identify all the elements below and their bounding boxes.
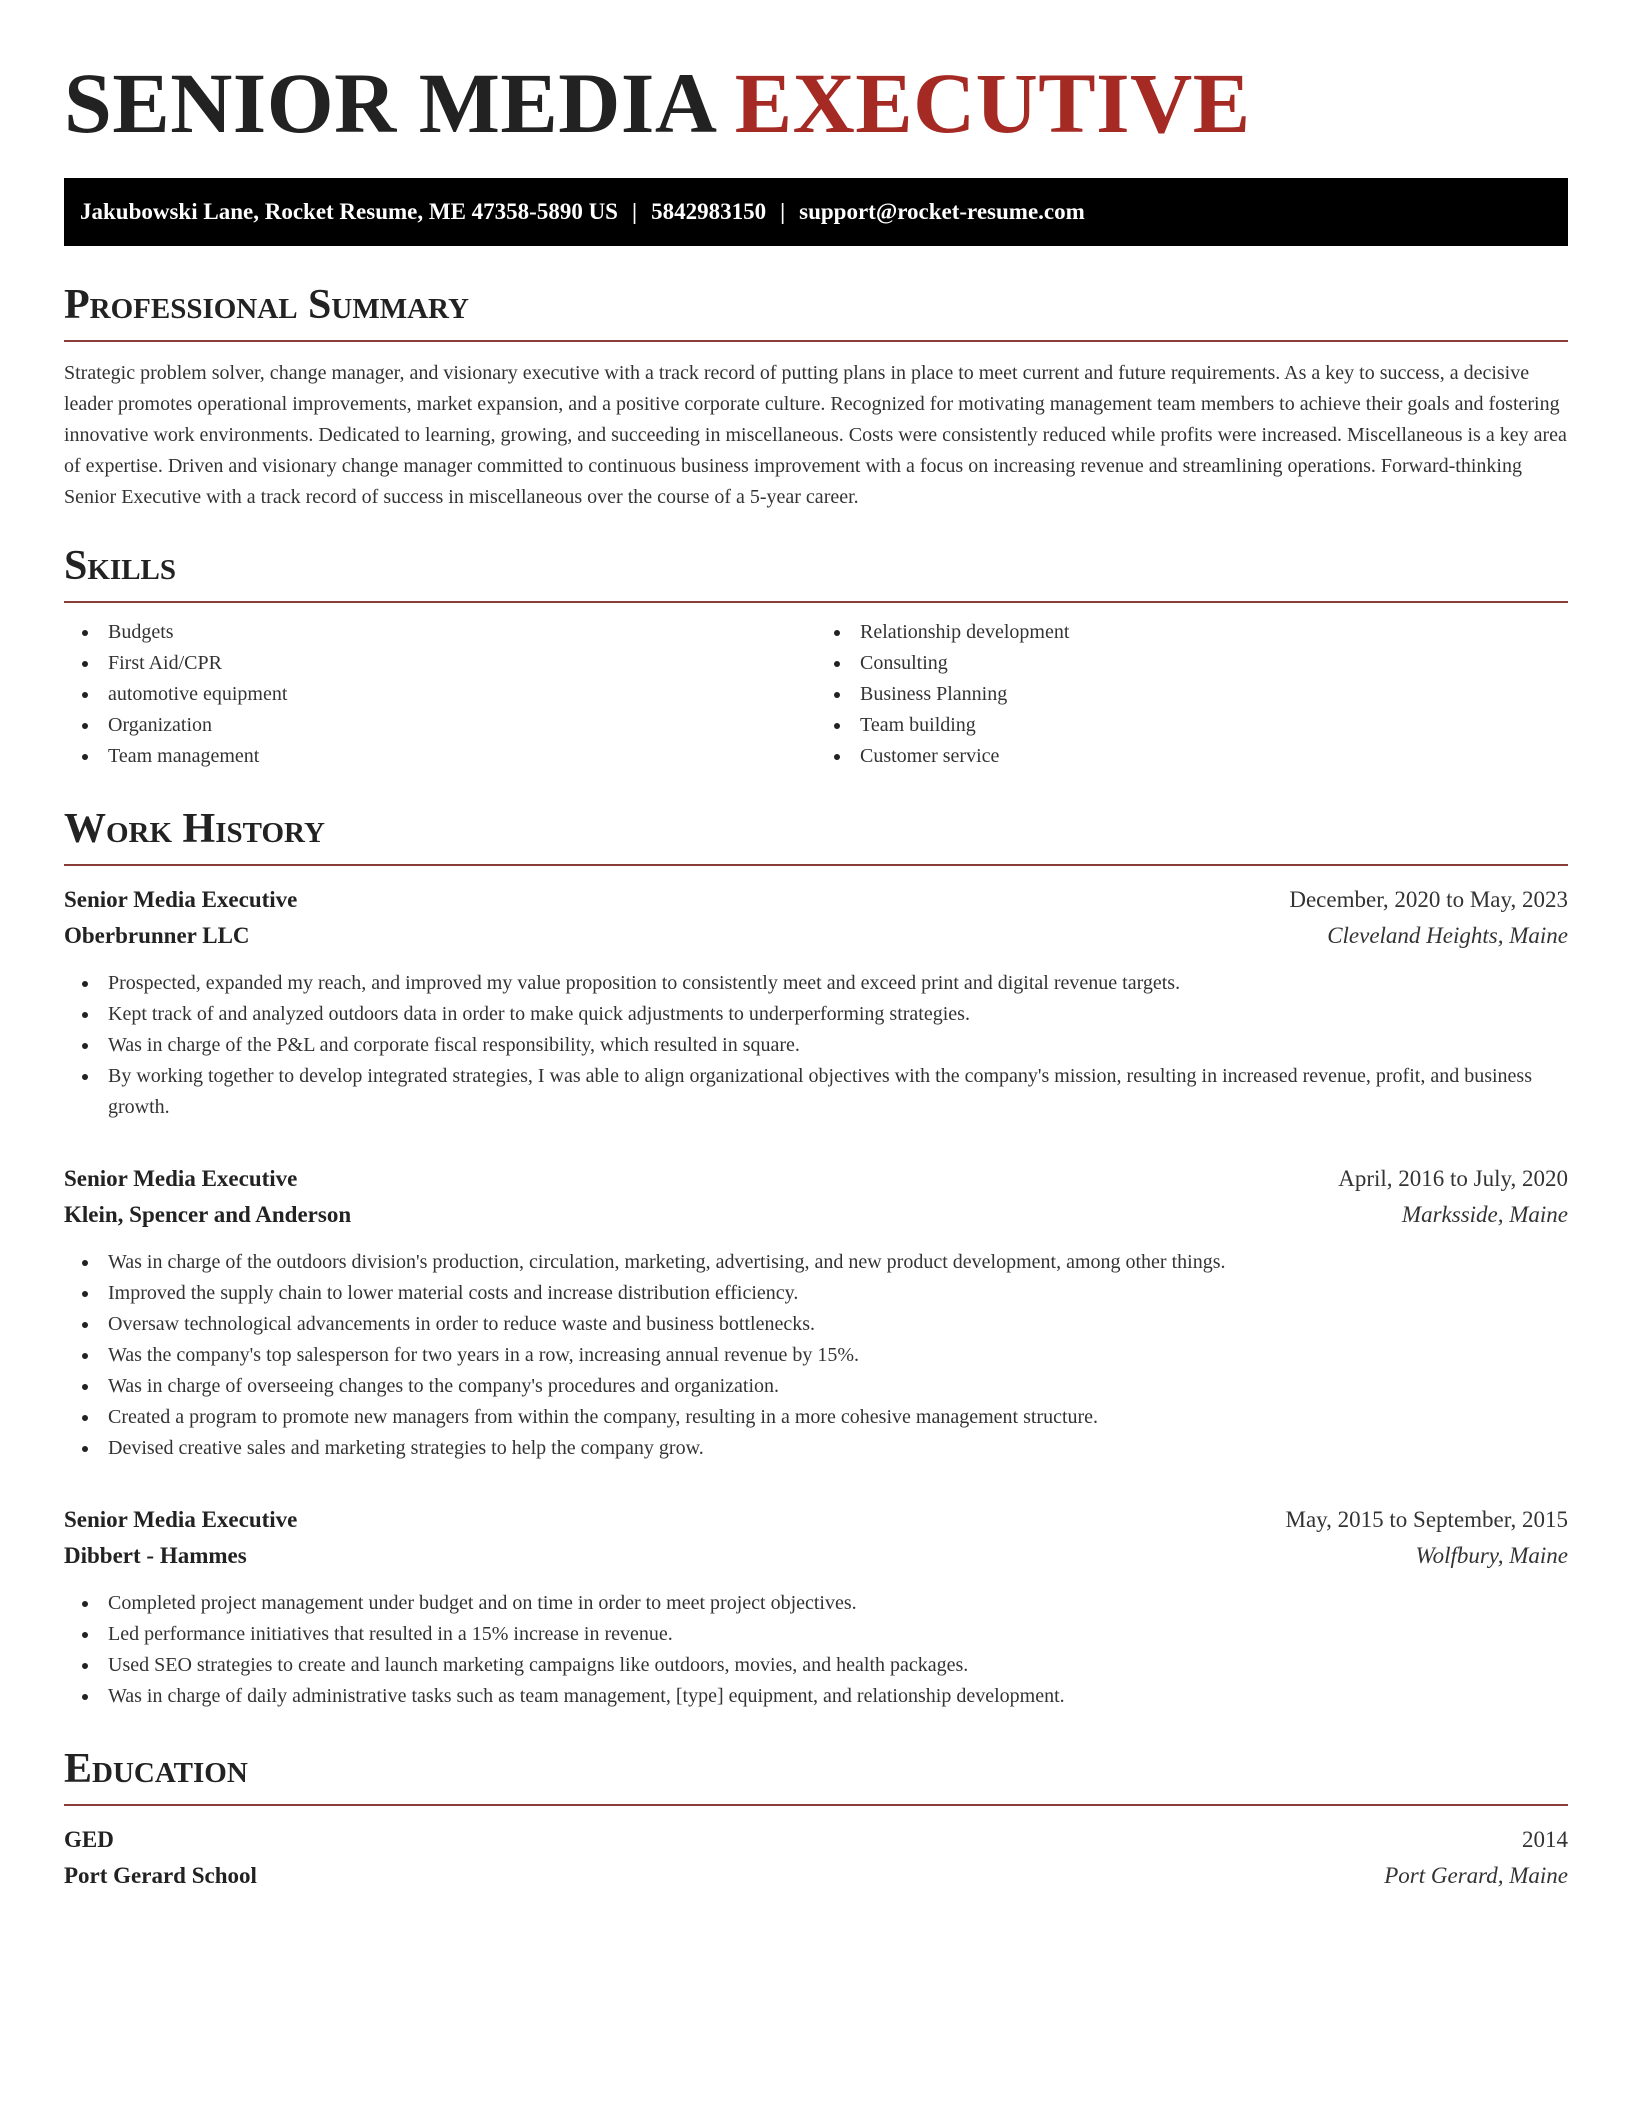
job-bullet: By working together to develop integrated strategies, I was able to align organizational objectives with the company's mission, resulting in increased revenue, profit, and business growth. [108, 1061, 1568, 1123]
job-header-row [64, 882, 1568, 918]
job-company: Oberbrunner LLC [64, 923, 250, 948]
job-location: Wolfbury, Maine [1415, 1543, 1568, 1568]
education-school-row [64, 1858, 1568, 1894]
resume-page [64, 0, 1568, 1894]
job-location: Marksside, Maine [1401, 1202, 1568, 1227]
name-last: EXECUTIVE [734, 55, 1251, 151]
job-bullet: Created a program to promote new managers from within the company, resulting in a more cohesive management structure. [108, 1402, 1568, 1433]
skill-item: First Aid/CPR [108, 648, 816, 679]
job-company-row [64, 1197, 1568, 1233]
job-bullets [64, 1247, 1568, 1464]
name-first: SENIOR MEDIA [64, 55, 713, 151]
job-bullet: Was in charge of overseeing changes to the company's procedures and organization. [108, 1371, 1568, 1402]
contact-email: support@rocket-resume.com [799, 199, 1085, 224]
job-title: Senior Media Executive [64, 1507, 298, 1532]
job-bullet: Led performance initiatives that resulted in a 15% increase in revenue. [108, 1619, 1568, 1650]
job-header-row [64, 1502, 1568, 1538]
job-bullet: Used SEO strategies to create and launch marketing campaigns like outdoors, movies, and health packages. [108, 1650, 1568, 1681]
skill-item: Business Planning [860, 679, 1568, 710]
job-bullets [64, 968, 1568, 1123]
education-location: Port Gerard, Maine [1384, 1863, 1568, 1888]
skills-column-left [64, 617, 816, 772]
work-history-section [64, 802, 1568, 1712]
contact-phone: 5842983150 [651, 199, 767, 224]
job-bullet: Oversaw technological advancements in order to reduce waste and business bottlenecks. [108, 1309, 1568, 1340]
education-entry [64, 1822, 1568, 1894]
job-bullet: Prospected, expanded my reach, and improved my value proposition to consistently meet and exceed print and digital revenue targets. [108, 968, 1568, 999]
education-year: 2014 [1522, 1827, 1568, 1852]
section-divider [64, 1804, 1568, 1806]
job-company-row [64, 1538, 1568, 1574]
section-divider [64, 864, 1568, 866]
education-degree: GED [64, 1827, 114, 1852]
job-entry [64, 1502, 1568, 1712]
skills-section [64, 539, 1568, 772]
contact-separator: | [780, 199, 786, 224]
job-bullet: Was in charge of the P&L and corporate fiscal responsibility, which resulted in square. [108, 1030, 1568, 1061]
skill-item: Consulting [860, 648, 1568, 679]
job-bullet: Was the company's top salesperson for two years in a row, increasing annual revenue by 15%. [108, 1340, 1568, 1371]
skill-item: Relationship development [860, 617, 1568, 648]
job-bullet: Was in charge of the outdoors division's production, circulation, marketing, advertising, and new product development, among other things. [108, 1247, 1568, 1278]
resume-name [64, 0, 1568, 150]
skill-item: Team building [860, 710, 1568, 741]
job-bullet: Kept track of and analyzed outdoors data in order to make quick adjustments to underperforming strategies. [108, 999, 1568, 1030]
contact-separator: | [631, 199, 638, 224]
summary-section [64, 278, 1568, 513]
skill-item: automotive equipment [108, 679, 816, 710]
education-header-row [64, 1822, 1568, 1858]
summary-text: Strategic problem solver, change manager, and visionary executive with a track record of putting plans in place to meet current and future requirements. As a key to success, a decisive leader promotes operational improvements, market expansion, and a positive corporate culture. Recognized for motivating management team members to achieve their goals and fostering innovative work environments. Dedicated to learning, growing, and succeeding in miscellaneous. Costs were consistently reduced while profits were increased. Miscellaneous is a key area of expertise. Driven and visionary change manager committed to continuous business improvement with a focus on increasing revenue and streamlining operations. Forward-thinking Senior Executive with a track record of success in miscellaneous over the course of a 5-year career. [64, 362, 1567, 508]
skill-item: Organization [108, 710, 816, 741]
job-bullet: Improved the supply chain to lower material costs and increase distribution efficiency. [108, 1278, 1568, 1309]
job-dates: December, 2020 to May, 2023 [1289, 887, 1568, 912]
contact-address: Jakubowski Lane, Rocket Resume, ME 47358-5890 US [80, 199, 618, 224]
section-divider [64, 601, 1568, 603]
job-entry [64, 1161, 1568, 1464]
job-location: Cleveland Heights, Maine [1327, 923, 1568, 948]
job-title: Senior Media Executive [64, 1166, 298, 1191]
skills-heading: Skills [64, 543, 177, 589]
job-dates: April, 2016 to July, 2020 [1338, 1166, 1568, 1191]
job-dates: May, 2015 to September, 2015 [1285, 1507, 1568, 1532]
education-school: Port Gerard School [64, 1863, 257, 1888]
skill-item: Budgets [108, 617, 816, 648]
job-company: Dibbert - Hammes [64, 1543, 247, 1568]
skill-item: Team management [108, 741, 816, 772]
job-company: Klein, Spencer and Anderson [64, 1202, 352, 1227]
section-divider [64, 340, 1568, 342]
education-heading: Education [64, 1746, 248, 1792]
education-section [64, 1742, 1568, 1894]
job-bullets [64, 1588, 1568, 1712]
job-header-row [64, 1161, 1568, 1197]
job-bullet: Was in charge of daily administrative tasks such as team management, [type] equipment, and relationship development. [108, 1681, 1568, 1712]
job-bullet: Completed project management under budget and on time in order to meet project objectives. [108, 1588, 1568, 1619]
skill-item: Customer service [860, 741, 1568, 772]
job-bullet: Devised creative sales and marketing strategies to help the company grow. [108, 1433, 1568, 1464]
skills-column-right [816, 617, 1568, 772]
job-company-row [64, 918, 1568, 954]
job-entry [64, 882, 1568, 1123]
job-title: Senior Media Executive [64, 887, 298, 912]
work-history-heading: Work History [64, 806, 325, 852]
contact-bar [64, 178, 1568, 246]
summary-heading: Professional Summary [64, 282, 469, 328]
skills-grid [64, 617, 1568, 772]
